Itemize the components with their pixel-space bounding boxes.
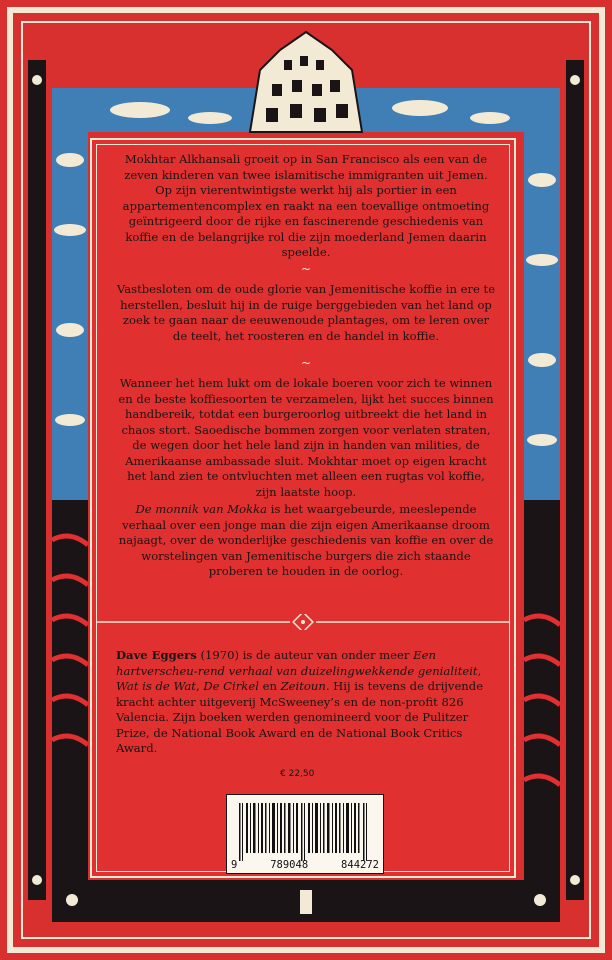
bio-sep-2: , (195, 679, 204, 693)
blurb-paragraph-2 (116, 282, 496, 344)
author-name: Dave Eggers (116, 648, 197, 662)
bio-sep-1: , (477, 663, 482, 678)
separator-1: ~ (300, 262, 312, 276)
isbn-group-1: 789048 (270, 859, 309, 871)
author-bio (116, 648, 500, 757)
bio-book-2: Wat is de Wat (116, 679, 196, 693)
bio-book-1: Een hartverscheu-rend verhaal van duizelingwekkende genialiteit (116, 648, 478, 678)
blurb-p4-text (116, 502, 496, 580)
blurb-p2-text: Vastbesloten om de oude glorie van Jemenitische koffie in ere te herstellen, besluit hij in de ruige berggebieden van het land op zoek te gaan naar de eeuwenoude plantages, om te leren over de teelt, het roosteren en de handel in koffie. (116, 282, 496, 343)
isbn-prefix: 9 (231, 859, 238, 871)
bio-book-3: De Cirkel (203, 679, 259, 693)
isbn-group-2: 844272 (341, 859, 379, 871)
isbn-number (231, 859, 379, 871)
book-title: De monnik van Mokka (135, 502, 268, 516)
bio-year: (1970) is de auteur van onder meer (196, 648, 414, 662)
blurb-paragraph-4 (116, 502, 496, 580)
price-label: € 22,50 (280, 769, 315, 779)
blurb-p1-text: Mokhtar Alkhansali groeit op in San Francisco als een van de zeven kinderen van twee islamitische immigranten uit Jemen. Op zijn vierentwintigste werkt hij als portier in een appartementencomplex en raakt na een toevallige ontmoeting geïntrigeerd door de rijke en fascinerende geschiedenis van koffie en de belangrijke rol die zijn moederland Jemen daarin speelde. (122, 152, 490, 259)
bio-book-4: Zeitoun (280, 679, 326, 693)
blurb-paragraph-3 (116, 376, 496, 500)
bio-rest: . Hij is tevens de drijvende kracht achter uitgeverij McSweeney’s en de non-profit 826 Valencia. Zijn boeken werden genomineerd voor de Pulitzer Prize, de National Book Award en de National Book Critics Award. (116, 679, 484, 755)
author-bio-text (116, 648, 500, 757)
blurb-p4-rest: is het waargebeurde, meeslepende verhaal over een jonge man die zijn eigen Amerikaanse droom najaagt, over de wonderlijke geschiedenis van koffie en over de worstelingen van Jemenitische burgers die zich staande proberen te houden in de oorlog. (118, 502, 494, 578)
separator-2: ~ (300, 356, 312, 370)
bio-sep-3: en (258, 679, 281, 693)
blurb-paragraph-1 (116, 152, 496, 261)
section-divider (90, 614, 516, 630)
isbn-barcode (226, 794, 384, 874)
blurb-p3-text: Wanneer het hem lukt om de lokale boeren voor zich te winnen en de beste koffiesoorten te verzamelen, lijkt het succes binnen handbereik, totdat een burgeroorlog uitbreekt die het land in chaos stort. Saoedische bommen zorgen voor verlaten straten, de wegen door het hele land zijn in handen van milities, de Amerikaanse ambassade sluit. Mokhtar moet op eigen kracht het land zien te ontvluchten met alleen een rugtas vol koffie, zijn laatste hoop. (118, 376, 494, 499)
